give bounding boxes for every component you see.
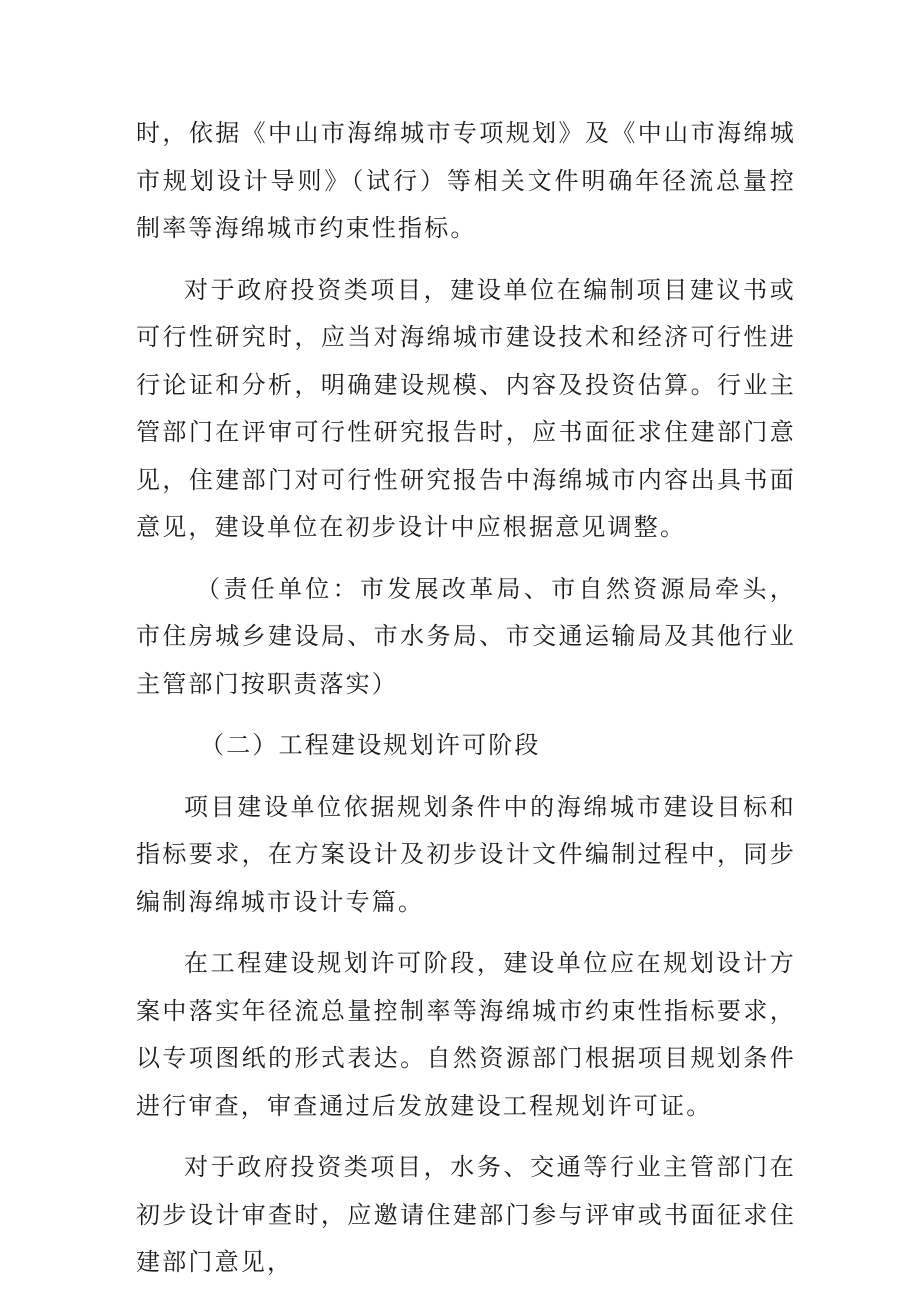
section-heading: （二）工程建设规划许可阶段 <box>200 731 541 759</box>
paragraph-design-special-chapter: 项目建设单位依据规划条件中的海绵城市建设目标和指标要求，在方案设计及初步设计文件编制过程中，同步编制海绵城市设计专篇。 <box>136 792 796 916</box>
document-body <box>136 110 796 1301</box>
paragraph-government-investment: 对于政府投资类项目，建设单位在编制项目建议书或可行性研究时，应当对海绵城市建设技术和经济可行性进行论证和分析，明确建设规模、内容及投资估算。行业主管部门在评审可行性研究报告时，应书面征求住建部门意见，住建部门对可行性研究报告中海绵城市内容出具书面意见，建设单位在初步设计中应根据意见调整。 <box>136 275 796 541</box>
paragraph-planning-permit: 在工程建设规划许可阶段，建设单位应在规划设计方案中落实年径流总量控制率等海绵城市约束性指标要求，以专项图纸的形式表达。自然资源部门根据项目规划条件进行审查，审查通过后发放建设工程规划许可证。 <box>136 949 796 1120</box>
paragraph-preliminary-design-review: 对于政府投资类项目，水务、交通等行业主管部门在初步设计审查时，应邀请住建部门参与评审或书面征求住建部门意见， <box>136 1153 796 1276</box>
paragraph-continued: 时，依据《中山市海绵城市专项规划》及《中山市海绵城市规划设计导则》（试行）等相关文件明确年径流总量控制率等海绵城市约束性指标。 <box>136 119 796 242</box>
paragraph-responsible-units: （责任单位：市发展改革局、市自然资源局牵头，市住房城乡建设局、市水务局、市交通运输局及其他行业主管部门按职责落实） <box>136 574 796 698</box>
